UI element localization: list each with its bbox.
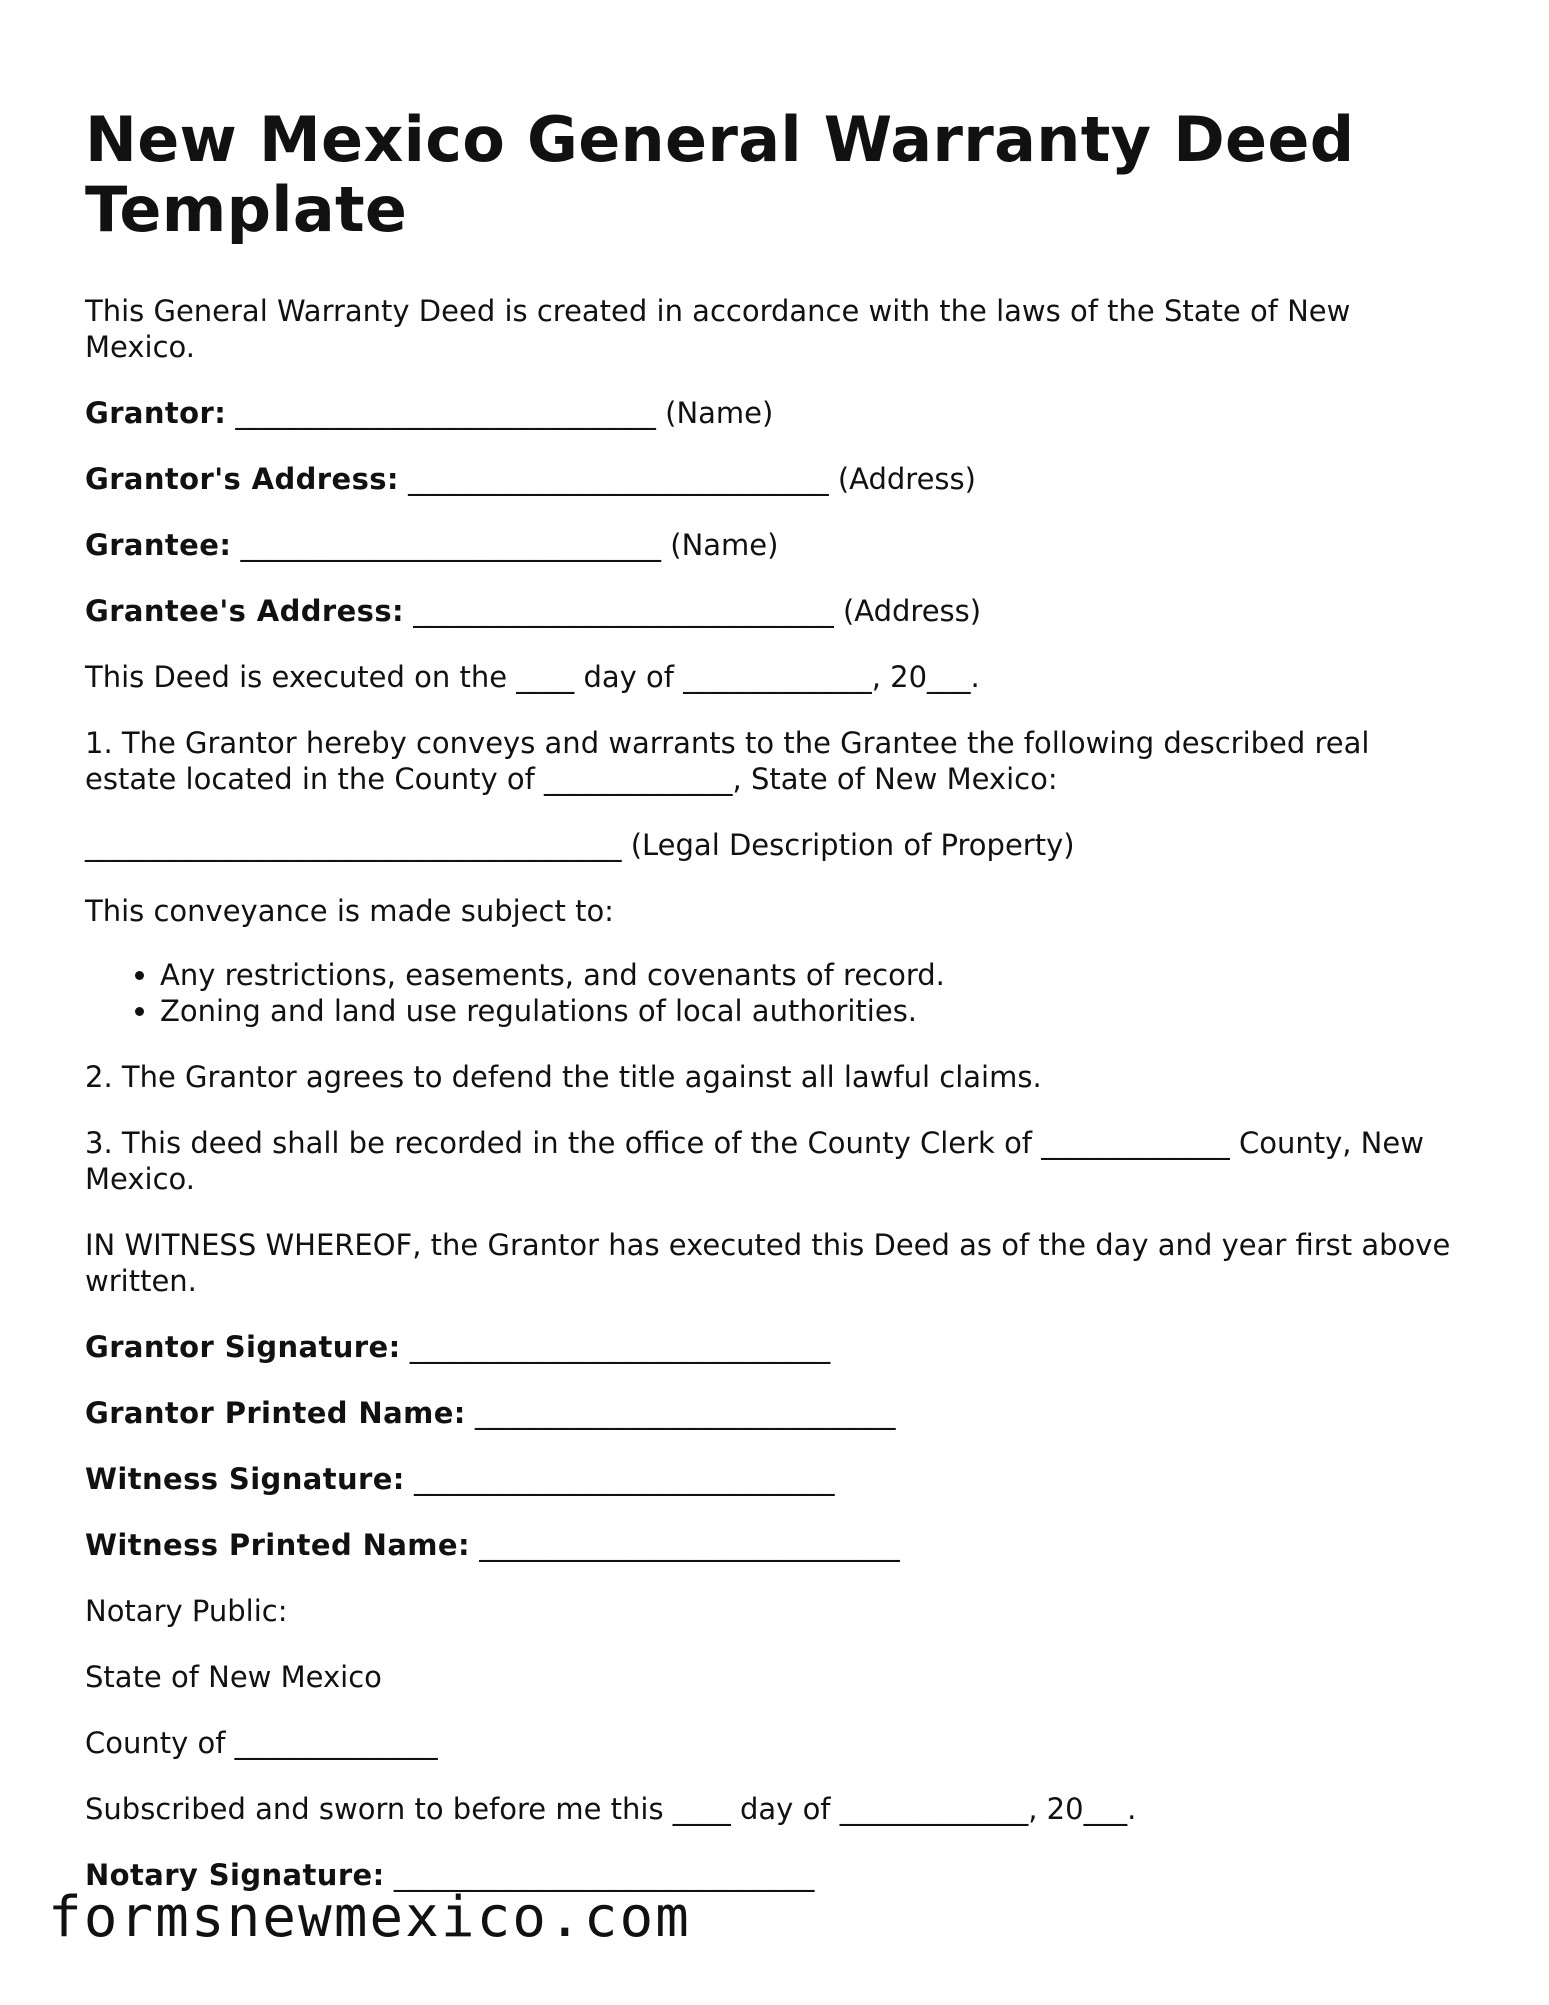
list-item: • Any restrictions, easements, and covenants of record. [160, 957, 1465, 993]
notary-signature-label: Notary Signature: [85, 1858, 385, 1892]
clause-3: 3. This deed shall be recorded in the office of the County Clerk of _____________ County, New Mexico. [85, 1126, 1424, 1196]
execution-date: This Deed is executed on the ____ day of _____________, 20___. [85, 660, 980, 694]
notary-signature-blank: _____________________________ [384, 1858, 815, 1892]
grantee-field [85, 527, 1465, 563]
witness-signature-blank: _____________________________ [404, 1462, 835, 1496]
legal-description-line: _____________________________________ (Legal Description of Property) [85, 828, 1075, 862]
witness-printed-name-field [85, 1527, 1465, 1563]
grantee-label: Grantee: [85, 528, 232, 562]
witness-signature-label: Witness Signature: [85, 1462, 405, 1496]
grantor-signature-label: Grantor Signature: [85, 1330, 401, 1364]
grantee-address-label: Grantee's Address: [85, 594, 405, 628]
witness-printed-name-blank: _____________________________ [469, 1528, 900, 1562]
grantor-printed-name-label: Grantor Printed Name: [85, 1396, 466, 1430]
witness-statement: IN WITNESS WHEREOF, the Grantor has executed this Deed as of the day and year first above written. [85, 1228, 1451, 1298]
conditions-list [85, 957, 1465, 1029]
notary-public-heading: Notary Public: [85, 1594, 288, 1628]
grantee-address-field [85, 593, 1465, 629]
subscribed-sworn: Subscribed and sworn to before me this ____ day of _____________, 20___. [85, 1792, 1137, 1826]
grantor-signature-field [85, 1329, 1465, 1365]
grantor-label: Grantor: [85, 396, 227, 430]
notary-county: County of ______________ [85, 1726, 438, 1760]
grantor-signature-blank: _____________________________ [400, 1330, 831, 1364]
document-title: New Mexico General Warranty Deed Template [85, 103, 1355, 246]
grantee-address-blank: _____________________________ (Address) [404, 594, 982, 628]
grantor-printed-name-blank: _____________________________ [465, 1396, 896, 1430]
watermark-text: formsnewmexico.com [48, 1885, 691, 1950]
clause-1: 1. The Grantor hereby conveys and warrants to the Grantee the following described real estate located in the County of _____________, State of New Mexico: [85, 726, 1370, 796]
grantor-address-label: Grantor's Address: [85, 462, 399, 496]
document-page [85, 105, 1465, 1923]
grantor-address-field [85, 461, 1465, 497]
grantor-printed-name-field [85, 1395, 1465, 1431]
grantor-address-blank: _____________________________ (Address) [398, 462, 976, 496]
witness-signature-field [85, 1461, 1465, 1497]
grantee-blank: _____________________________ (Name) [231, 528, 779, 562]
clause-2: 2. The Grantor agrees to defend the title against all lawful claims. [85, 1060, 1042, 1094]
witness-printed-name-label: Witness Printed Name: [85, 1528, 470, 1562]
intro-paragraph: This General Warranty Deed is created in accordance with the laws of the State of New Mexico. [85, 294, 1351, 364]
grantor-field [85, 395, 1465, 431]
notary-state: State of New Mexico [85, 1660, 382, 1694]
grantor-blank: _____________________________ (Name) [226, 396, 774, 430]
list-item: • Zoning and land use regulations of local authorities. [160, 993, 1465, 1029]
subject-to-heading: This conveyance is made subject to: [85, 894, 614, 928]
